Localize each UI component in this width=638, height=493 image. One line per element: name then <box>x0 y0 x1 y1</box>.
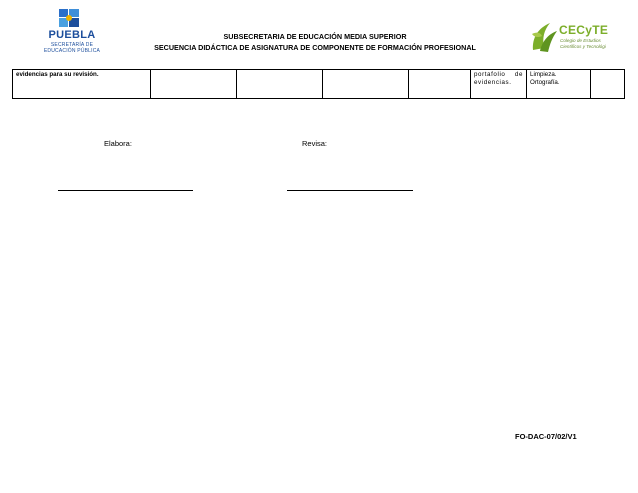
form-code: FO-DAC-07/02/V1 <box>515 432 577 441</box>
portafolio-word: portafolio <box>474 71 506 78</box>
cecyte-logo-name: CECyTE <box>559 23 609 37</box>
revisa-label: Revisa: <box>302 139 328 148</box>
puebla-logo-line2: EDUCACIÓN PÚBLICA <box>43 48 101 54</box>
elabora-label: Elabora: <box>104 139 132 148</box>
table-cell-empty <box>237 70 323 99</box>
puebla-logo-name: PUEBLA <box>48 29 96 41</box>
elabora-signature-line <box>58 190 193 191</box>
table-cell-empty <box>323 70 409 99</box>
cecyte-leaf-icon <box>530 20 558 54</box>
revisa-signature-line <box>287 190 413 191</box>
table-cell-empty <box>151 70 237 99</box>
criteria-ortografia: Ortografía. <box>530 79 560 86</box>
document-header <box>120 32 510 54</box>
cecyte-logo-line1: Colegio de Estudios <box>560 38 601 43</box>
table-row <box>13 70 625 99</box>
cecyte-logo <box>530 20 610 54</box>
table-cell-empty <box>409 70 471 99</box>
header-subtitle: SECUENCIA DIDÁCTICA DE ASIGNATURA DE COMPONENTE DE FORMACIÓN PROFESIONAL <box>154 43 476 52</box>
criteria-limpieza: Limpieza. <box>530 71 557 78</box>
portafolio-de: de <box>514 71 523 78</box>
puebla-sep-logo <box>40 8 104 54</box>
puebla-logo-line1: SECRETARÍA DE <box>50 42 94 48</box>
table-cell-empty <box>591 70 625 99</box>
puebla-emblem-icon <box>58 8 80 28</box>
table-cell-portafolio <box>471 70 527 99</box>
header-title: SUBSECRETARIA DE EDUCACIÓN MEDIA SUPERIOR <box>223 32 407 41</box>
cecyte-logo-line2: Científicos y Tecnológi <box>560 44 606 49</box>
table-cell-criteria <box>527 70 591 99</box>
table-cell-evidencias: evidencias para su revisión. <box>13 70 151 99</box>
sequence-table <box>12 69 625 99</box>
portafolio-evidencias: evidencias. <box>474 79 512 86</box>
